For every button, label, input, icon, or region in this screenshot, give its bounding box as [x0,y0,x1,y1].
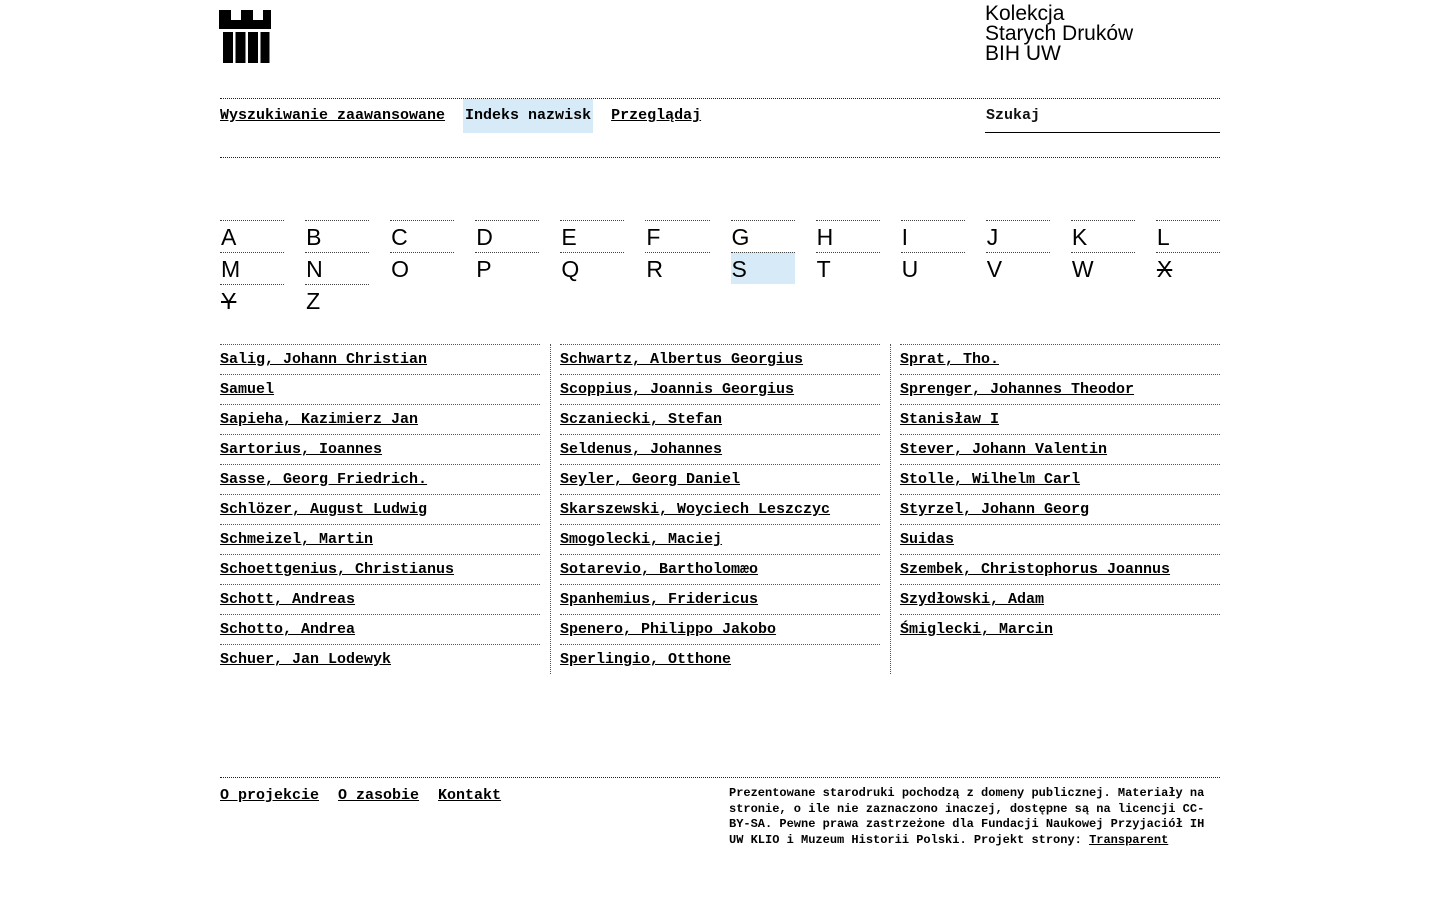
name-row [900,614,1220,644]
name-row [560,644,880,674]
names-column-2 [560,344,880,674]
letter-i[interactable]: I [901,220,965,252]
name-row [220,344,540,374]
name-link[interactable]: Smogolecki, Maciej [560,531,723,548]
name-row [560,374,880,404]
footer-about-project[interactable]: O projekcie [220,787,320,804]
letter-k[interactable]: K [1071,220,1135,252]
name-link[interactable]: Sprat, Tho. [900,351,1000,368]
name-row [560,464,880,494]
footer-transparent-link[interactable]: Transparent [1089,832,1169,847]
name-row [560,434,880,464]
castle-logo-icon[interactable] [219,10,271,63]
name-row [220,494,540,524]
letter-c[interactable]: C [390,220,454,252]
name-row [900,374,1220,404]
footer-about-resource[interactable]: O zasobie [338,787,420,804]
search-box [985,99,1220,133]
names-column-1 [220,344,540,674]
name-link[interactable]: Skarszewski, Woyciech Leszczyc [560,501,831,518]
letter-v[interactable]: V [986,252,1050,284]
names-column-3 [900,344,1220,674]
name-row [220,464,540,494]
name-link[interactable]: Scoppius, Joannis Georgius [560,381,795,398]
name-row [900,554,1220,584]
letter-n[interactable]: N [305,252,369,284]
letter-a[interactable]: A [220,220,284,252]
name-link[interactable]: Sperlingio, Otthone [560,651,732,668]
letter-h[interactable]: H [816,220,880,252]
nav-browse[interactable]: Przeglądaj [611,107,702,124]
nav-advanced-search[interactable]: Wyszukiwanie zaawansowane [220,107,446,124]
column-separator [550,344,551,674]
name-row [560,584,880,614]
letter-u[interactable]: U [901,252,965,284]
name-row [220,584,540,614]
letter-l[interactable]: L [1156,220,1220,252]
letter-b[interactable]: B [305,220,369,252]
footer-license-note [729,786,1213,848]
name-link[interactable]: Schott, Andreas [220,591,356,608]
name-link[interactable]: Stanisław I [900,411,1000,428]
letter-g[interactable]: G [731,220,795,252]
name-link[interactable]: Sapieha, Kazimierz Jan [220,411,419,428]
site-title-line: Starych Druków [985,22,1134,45]
name-link[interactable]: Schmeizel, Martin [220,531,374,548]
name-link[interactable]: Sprenger, Johannes Theodor [900,381,1135,398]
nav-name-index-current[interactable]: Indeks nazwisk [463,99,593,133]
name-link[interactable]: Spanhemius, Fridericus [560,591,759,608]
letter-d[interactable]: D [475,220,539,252]
name-row [220,434,540,464]
name-row [560,614,880,644]
letter-m[interactable]: M [220,252,284,284]
name-row [560,494,880,524]
site-title-line: BIH UW [985,42,1061,65]
name-link[interactable]: Śmiglecki, Marcin [900,621,1054,638]
name-row [560,344,880,374]
name-link[interactable]: Schoettgenius, Christianus [220,561,455,578]
site-title [985,4,1133,64]
main-nav [220,99,701,133]
name-row [560,524,880,554]
name-link[interactable]: Schlözer, August Ludwig [220,501,428,518]
alphabet-index [220,220,1220,316]
letter-f[interactable]: F [645,220,709,252]
name-link[interactable]: Szydłowski, Adam [900,591,1045,608]
footer-contact[interactable]: Kontakt [438,787,502,804]
footer-links [220,783,501,808]
name-link[interactable]: Sotarevio, Bartholomæo [560,561,759,578]
letter-r[interactable]: R [645,252,709,284]
name-link[interactable]: Spenero, Philippo Jakobo [560,621,777,638]
letter-q[interactable]: Q [560,252,624,284]
name-link[interactable]: Styrzel, Johann Georg [900,501,1090,518]
name-link[interactable]: Szembek, Christophorus Joannus [900,561,1171,578]
letter-j[interactable]: J [986,220,1050,252]
name-link[interactable]: Sczaniecki, Stefan [560,411,723,428]
header-rule-bottom [220,157,1220,158]
name-row [220,644,540,674]
names-list [220,344,1220,674]
name-row [220,374,540,404]
name-link[interactable]: Schuer, Jan Lodewyk [220,651,392,668]
name-row [220,524,540,554]
name-link[interactable]: Seyler, Georg Daniel [560,471,741,488]
name-link[interactable]: Samuel [220,381,275,398]
name-row [900,494,1220,524]
name-link[interactable]: Salig, Johann Christian [220,351,428,368]
site-title-line: Kolekcja [985,2,1065,25]
footer-note-text: Prezentowane starodruki pochodzą z domeny publicznej. Materiały na stronie, o ile nie zaznaczono inaczej, dostępne są na licencji CC-BY-SA. Pewne prawa zastrzeżone dla Fundacji Naukowej Przyjaciół IH UW KLIO i Muzeum Historii Polski. Projekt strony: [729,786,1205,847]
letter-z[interactable]: Z [305,284,369,316]
name-row [560,404,880,434]
name-link[interactable]: Schwartz, Albertus Georgius [560,351,804,368]
name-link[interactable]: Schotto, Andrea [220,621,356,638]
letter-s-active[interactable]: S [731,252,795,284]
letter-w[interactable]: W [1071,252,1135,284]
letter-t[interactable]: T [816,252,880,284]
name-row [220,614,540,644]
name-link[interactable]: Seldenus, Johannes [560,441,723,458]
name-row [220,404,540,434]
name-link[interactable]: Sartorius, Ioannes [220,441,383,458]
letter-o[interactable]: O [390,252,454,284]
name-link[interactable]: Stever, Johann Valentin [900,441,1108,458]
letter-e[interactable]: E [560,220,624,252]
footer-rule [220,777,1220,778]
name-row [900,524,1220,554]
castle-icon [219,10,271,63]
name-row [900,464,1220,494]
name-row [900,344,1220,374]
letter-x-disabled: X [1156,252,1220,284]
name-row [900,434,1220,464]
name-link[interactable]: Suidas [900,531,955,548]
name-link[interactable]: Sasse, Georg Friedrich. [220,471,428,488]
name-row [560,554,880,584]
name-link[interactable]: Stolle, Wilhelm Carl [900,471,1081,488]
name-row [220,554,540,584]
name-row [900,404,1220,434]
column-separator [890,344,891,674]
letter-y-disabled: Y [220,284,284,316]
search-input[interactable] [985,99,1220,133]
name-row [900,584,1220,614]
letter-p[interactable]: P [475,252,539,284]
